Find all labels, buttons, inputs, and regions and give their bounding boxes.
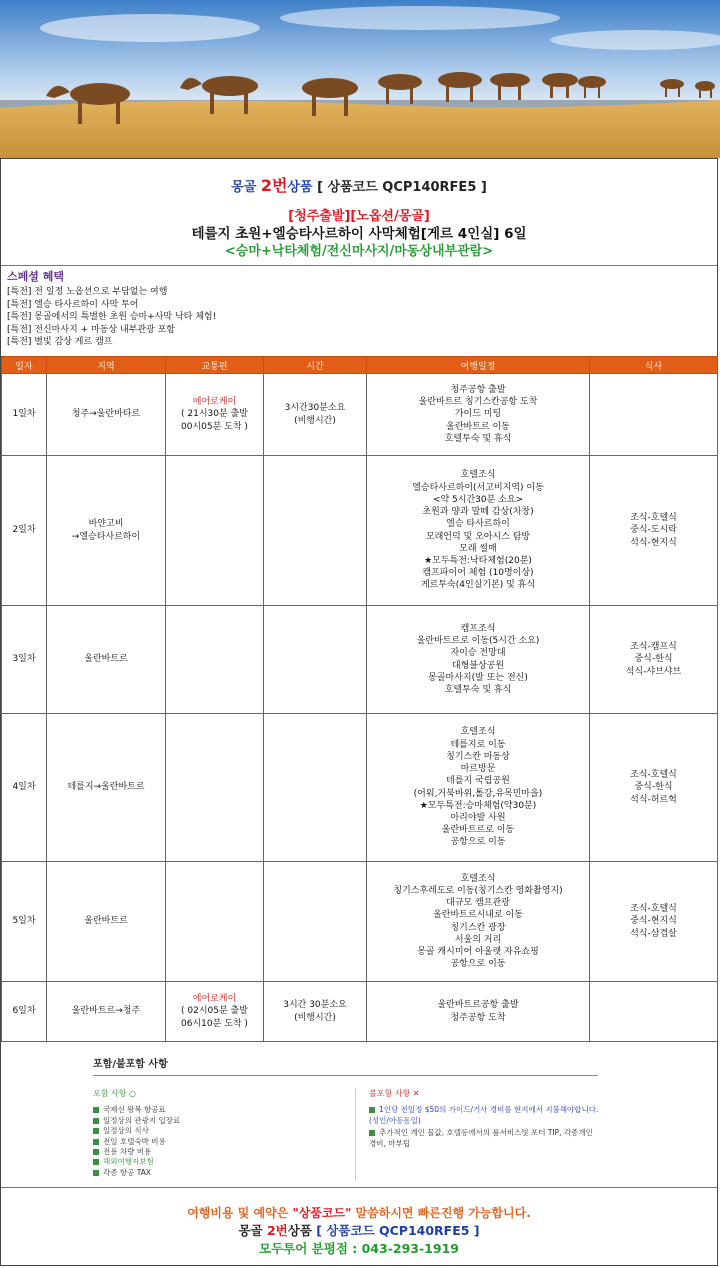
cell-region: 바얀고비 →엘승타사르하이 bbox=[47, 456, 166, 606]
excluded-title: 불포함 사항 ✕ bbox=[369, 1089, 420, 1098]
cell-schedule: 청주공항 출발 울란바트르 칭기스칸공항 도착 가이드 미팅 울란바트르 이동 호텔투숙 및 휴식 bbox=[367, 374, 590, 456]
header-transport: 교통편 bbox=[166, 357, 264, 374]
transport-time: ( 21시30분 출발 00시05분 도착 ) bbox=[181, 409, 248, 432]
footer-reservation-line: 여행비용 및 예약은 "상품코드" 말씀하시면 빠른진행 가능합니다. bbox=[187, 1206, 531, 1220]
cell-schedule: 호텔조식 칭기스후레도로 이동(칭기스칸 영화촬영지) 대규모 캠프관광 울란바트르시내로 이동 칭기스칸 광장 서울의 거리 몽골 캐시미어 아울렛 자유쇼핑 공항으로 이동 bbox=[367, 862, 590, 982]
cell-time bbox=[264, 862, 367, 982]
checkbox-icon bbox=[369, 1107, 375, 1113]
table-row bbox=[2, 374, 718, 456]
checkbox-icon bbox=[93, 1139, 99, 1145]
included-title: 포함 사항 ○ bbox=[93, 1089, 136, 1098]
table-row bbox=[2, 862, 718, 982]
cell-day: 2일차 bbox=[2, 456, 47, 606]
cell-region: 울란바트르→청주 bbox=[47, 982, 166, 1042]
special-item: [특전] 엘승 타사르하이 사막 투어 bbox=[7, 299, 139, 310]
cell-meals: 조식-호텔식 중식-한식 석식-허르헉 bbox=[590, 714, 718, 862]
cell-meals bbox=[590, 374, 718, 456]
cell-schedule: 캠프조식 울란바트르로 이동(5시간 소요) 자이승 전망대 대형불상공원 몽골마사지(발 또는 전신) 호텔투숙 및 휴식 bbox=[367, 606, 590, 714]
product-code: [ 상품코드 QCP140RFE5 ] bbox=[317, 180, 487, 195]
inclusions-title: 포함/불포함 사항 bbox=[93, 1059, 168, 1070]
cell-day: 4일차 bbox=[2, 714, 47, 862]
cell-transport bbox=[166, 374, 264, 456]
cell-schedule: 울란바트르공항 출발 청주공항 도착 bbox=[367, 982, 590, 1042]
footer-agency-phone: 모두투어 분평점 : 043-293-1919 bbox=[259, 1241, 459, 1256]
hero-banner-image bbox=[0, 0, 720, 158]
cell-time bbox=[264, 456, 367, 606]
cell-time: 3시간 30분소요 (비행시간) bbox=[264, 982, 367, 1042]
product-tag-line: [청주출발][노옵션/몽골] bbox=[288, 209, 430, 224]
header-meals: 식사 bbox=[590, 357, 718, 374]
transport-airline: 에어로케이 bbox=[192, 397, 237, 408]
checkbox-icon bbox=[369, 1130, 375, 1136]
table-row bbox=[2, 714, 718, 862]
cell-transport bbox=[166, 456, 264, 606]
product-sub-title: <승마+낙타체험/전신마사지/마동상내부관람> bbox=[224, 244, 494, 259]
header-region: 지역 bbox=[47, 357, 166, 374]
product-main-title: 테를지 초원+엘승타사르하이 사막체험[게르 4인실] 6일 bbox=[191, 226, 527, 242]
special-benefits bbox=[7, 271, 707, 348]
cell-transport bbox=[166, 982, 264, 1042]
excluded-list bbox=[369, 1089, 599, 1149]
checkbox-icon bbox=[93, 1159, 99, 1165]
special-item: [특전] 전 일정 노옵션으로 부담없는 여행 bbox=[7, 287, 168, 298]
product-country: 몽골 bbox=[231, 180, 257, 195]
cell-day: 5일차 bbox=[2, 862, 47, 982]
list-item: 일정상의 관광지 입장료 bbox=[93, 1116, 333, 1126]
cell-meals: 조식-호텔식 중식-현지식 석식-삼겹살 bbox=[590, 862, 718, 982]
itinerary-table bbox=[1, 356, 718, 1042]
inclusions-section bbox=[93, 1047, 613, 1187]
list-item: 국제선 왕복 항공료 bbox=[93, 1105, 333, 1115]
transport-time: ( 02시05분 출발 06시10분 도착 ) bbox=[181, 1006, 248, 1029]
table-row bbox=[2, 982, 718, 1042]
list-item: 전일 호텔숙박 비용 bbox=[93, 1137, 333, 1147]
checkbox-icon bbox=[93, 1170, 99, 1176]
cell-transport bbox=[166, 862, 264, 982]
included-list bbox=[93, 1089, 333, 1178]
cell-region: 울란바트르 bbox=[47, 862, 166, 982]
list-item: 추가적인 개인 물값, 호텔등에서의 룸서비스및 포터 TIP, 각종개인경비, 마부팁 bbox=[369, 1128, 593, 1148]
itinerary-header-row bbox=[2, 357, 718, 374]
checkbox-icon bbox=[93, 1128, 99, 1134]
product-unit: 상품 bbox=[287, 180, 313, 195]
inclusions-divider bbox=[93, 1075, 598, 1076]
special-item: [특전] 전신마사지 + 마동상 내부관광 포함 bbox=[7, 324, 175, 335]
table-row bbox=[2, 456, 718, 606]
list-item: 일정상의 식사 bbox=[93, 1126, 333, 1136]
cell-schedule: 호텔조식 엘승타사르하이(서고비지역) 이동 <약 5시간30분 소요> 초원과 양과 말떼 감상(차창) 엘승 타사르하이 모래언덕 및 오아시스 탐방 모래 썰매 ★모두특전:낙타체험(20분) 캠프파이어 체험 (10명이상) 게르투숙(4인실기본) 및 휴식 bbox=[367, 456, 590, 606]
cell-day: 3일차 bbox=[2, 606, 47, 714]
product-code-line bbox=[1, 173, 717, 196]
cell-region: 청주→울란바타르 bbox=[47, 374, 166, 456]
header-schedule: 여행일정 bbox=[367, 357, 590, 374]
inclusions-separator bbox=[355, 1089, 356, 1181]
cell-time bbox=[264, 606, 367, 714]
cell-time: 3시간30분소요 (비행시간) bbox=[264, 374, 367, 456]
contact-footer bbox=[1, 1187, 717, 1266]
header-time: 시간 bbox=[264, 357, 367, 374]
checkbox-icon bbox=[93, 1118, 99, 1124]
list-item: 1인당 전일정 $50의 가이드/기사 경비를 현지에서 지불해야합니다.(성인/아동동일) bbox=[369, 1105, 599, 1125]
cell-meals: 조식-호텔식 중식-도시락 석식-현지식 bbox=[590, 456, 718, 606]
list-item: 해외여행자보험 bbox=[93, 1157, 333, 1167]
cell-transport bbox=[166, 714, 264, 862]
cell-day: 6일차 bbox=[2, 982, 47, 1042]
checkbox-icon bbox=[93, 1149, 99, 1155]
cell-transport bbox=[166, 606, 264, 714]
checkbox-icon bbox=[93, 1107, 99, 1113]
product-number: 2번 bbox=[260, 176, 288, 195]
header-day: 일자 bbox=[2, 357, 47, 374]
product-header bbox=[1, 159, 717, 266]
special-benefits-title: 스페셜 혜택 bbox=[7, 270, 64, 283]
list-item: 각종 항공 TAX bbox=[93, 1168, 333, 1178]
cell-meals: 조식-캠프식 중식-한식 석식-샤브샤브 bbox=[590, 606, 718, 714]
footer-product-code-line: 몽골 2번상품 [ 상품코드 QCP140RFE5 ] bbox=[238, 1223, 480, 1238]
transport-airline: 에어로케이 bbox=[192, 994, 237, 1005]
cell-day: 1일차 bbox=[2, 374, 47, 456]
table-row bbox=[2, 606, 718, 714]
product-detail-frame bbox=[0, 158, 718, 1266]
cell-meals bbox=[590, 982, 718, 1042]
special-item: [특전] 몽골에서의 특별한 초원 승마+사막 낙타 체험! bbox=[7, 312, 217, 323]
list-item: 전용 차량 비용 bbox=[93, 1147, 333, 1157]
cell-region: 울란바트르 bbox=[47, 606, 166, 714]
cell-region: 테를지→울란바트르 bbox=[47, 714, 166, 862]
cell-schedule: 호텔조식 테를지로 이동 칭기스칸 마동상 마르방문 테를지 국립공원 (어워,거북바위,톨강,유목민마을) ★모두특전:승마체험(약30분) 아리야발 사원 울란바트르로 이동 공항으로 이동 bbox=[367, 714, 590, 862]
special-item: [특전] 별빛 감상 게르 캠프 bbox=[7, 337, 113, 348]
cell-time bbox=[264, 714, 367, 862]
